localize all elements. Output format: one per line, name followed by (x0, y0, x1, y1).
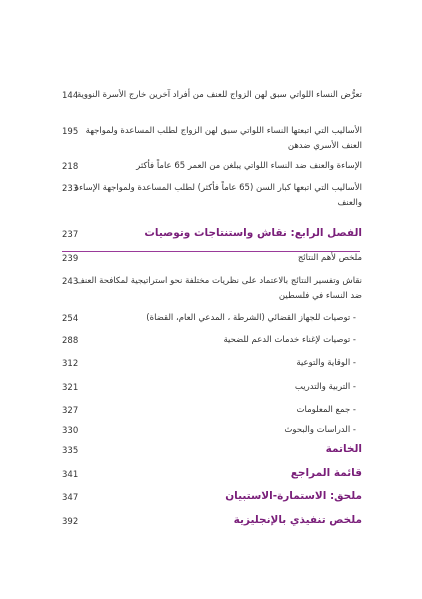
chapter-title: الفصل الرابع: نقاش واستنتاجات وتوصيات (144, 227, 362, 239)
page-number: 347 (62, 493, 79, 503)
section-title: الخاتمة (325, 443, 362, 455)
entry-title: - التربية والتدريب (294, 382, 356, 392)
page-number: 335 (62, 446, 79, 456)
page-number: 392 (62, 517, 79, 527)
toc-entry[interactable] (62, 380, 362, 396)
toc-entry[interactable] (62, 159, 362, 175)
toc-entry[interactable] (62, 251, 362, 267)
toc-section-heading[interactable] (62, 465, 362, 483)
toc-entry[interactable] (62, 423, 362, 439)
page-number: 239 (62, 254, 79, 264)
entry-title: - الوقاية والتوعية (296, 358, 356, 368)
entry-title: الإساءة والعنف ضد النساء اللواتي يبلغن من العمر 65 عاماً فأكثر (136, 161, 362, 171)
toc-entry[interactable] (62, 333, 362, 349)
page-number: 327 (62, 406, 79, 416)
chapter-underline-divider (62, 251, 360, 252)
toc-entry[interactable] (62, 124, 362, 156)
entry-title: نقاش وتفسير النتائج بالاعتماد على نظريات مختلفة نحو استراتيجية لمكافحة العنف ضد النساء في فلسطين (76, 276, 362, 301)
page-number: 288 (62, 336, 79, 346)
entry-title: - توصيات لإغناء خدمات الدعم للضحية (223, 335, 356, 345)
toc-entry[interactable] (62, 181, 362, 213)
toc-section-heading[interactable] (62, 441, 362, 459)
entry-title: الأساليب التي اتبعها كبار السن (65 عاماً فأكثر) لطلب المساعدة ولمواجهة الإساءة والعنف (74, 183, 362, 208)
toc-chapter-heading[interactable] (62, 225, 362, 243)
page-number: 341 (62, 470, 79, 480)
page-number: 195 (62, 127, 79, 137)
section-title: ملخص تنفيذي بالإنجليزية (233, 514, 362, 526)
toc-section-heading[interactable] (62, 512, 362, 530)
page-number: 254 (62, 314, 79, 324)
toc-section-heading[interactable] (62, 488, 362, 506)
page-number: 237 (62, 230, 79, 240)
toc-entry[interactable] (62, 403, 362, 419)
page-number: 233 (62, 184, 79, 194)
entry-title: - الدراسات والبحوث (284, 425, 356, 435)
page-number: 243 (62, 277, 79, 287)
section-title: ملحق: الاستمارة-الاستبيان (225, 490, 362, 502)
section-title: قائمة المراجع (290, 467, 362, 479)
page-number: 330 (62, 426, 79, 436)
page-number: 312 (62, 359, 79, 369)
entry-title: الأساليب التي اتبعتها النساء اللواتي سبق لهن الزواج لطلب المساعدة ولمواجهة العنف الأسري ضدهن (85, 126, 362, 151)
entry-title: تعرُّض النساء اللواتي سبق لهن الزواج للعنف من أفراد آخرين خارج الأسرة النووية (77, 90, 362, 100)
page-number: 144 (62, 91, 79, 101)
page-number: 218 (62, 162, 79, 172)
toc-entry[interactable] (62, 356, 362, 372)
toc-entry[interactable] (62, 88, 362, 120)
entry-title: - جمع المعلومات (296, 405, 356, 415)
entry-title: ملخص لأهم النتائج (297, 253, 362, 263)
toc-entry[interactable] (62, 311, 362, 327)
entry-title: - توصيات للجهاز القضائي (الشرطة ، المدعي العام، القضاة) (146, 313, 356, 323)
page-number: 321 (62, 383, 79, 393)
toc-entry[interactable] (62, 274, 362, 306)
